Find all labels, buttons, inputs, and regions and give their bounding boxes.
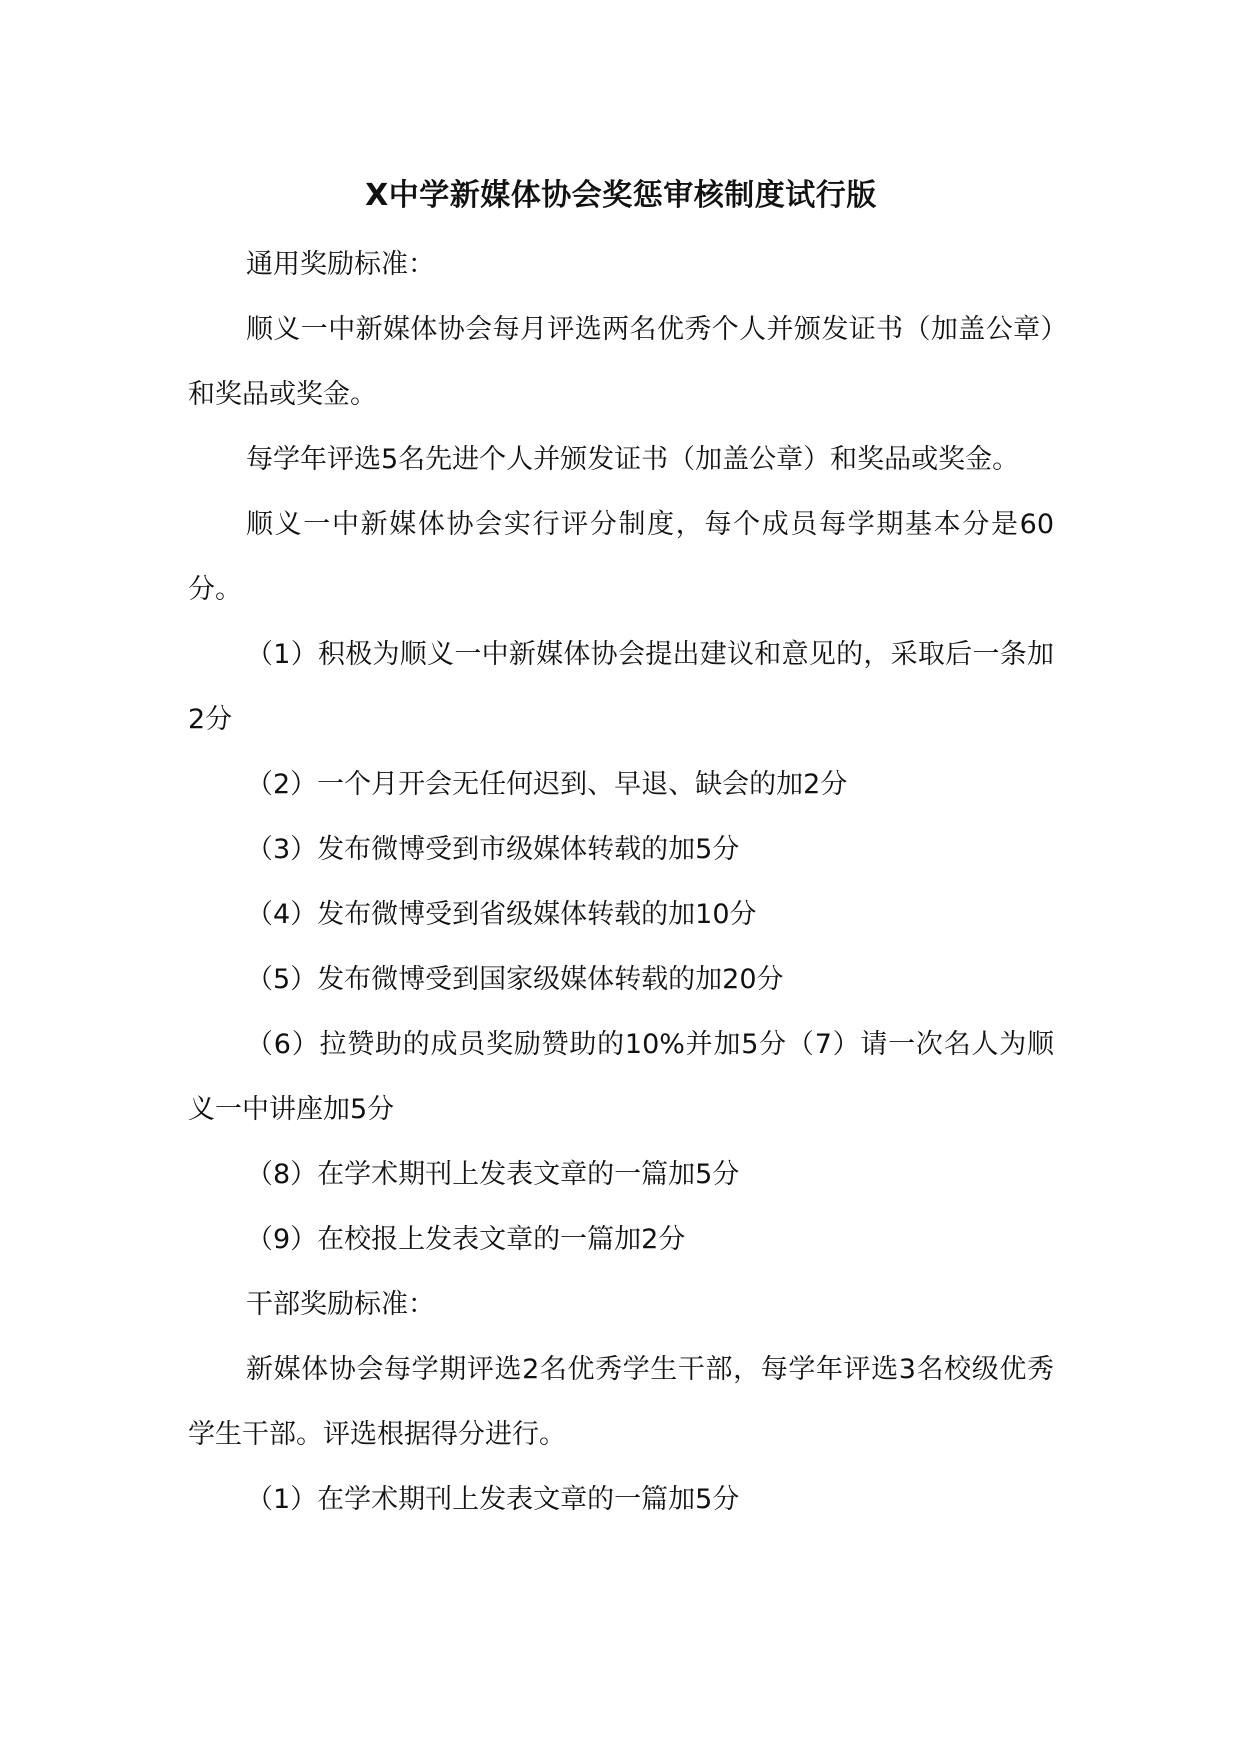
rule-item-8: （8）在学术期刊上发表文章的一篇加5分 — [246, 1159, 740, 1190]
cadre-rule-item-1: （1）在学术期刊上发表文章的一篇加5分 — [246, 1484, 740, 1515]
section-heading-general-rewards: 通用奖励标准： — [246, 249, 435, 280]
rule-item-4: （4）发布微博受到省级媒体转载的加10分 — [246, 899, 757, 930]
section-heading-cadre-rewards: 干部奖励标准： — [246, 1289, 435, 1320]
rule-item-2: （2）一个月开会无任何迟到、早退、缺会的加2分 — [246, 769, 848, 800]
rule-item-9: （9）在校报上发表文章的一篇加2分 — [246, 1224, 686, 1255]
paragraph-cadre-selection: 新媒体协会每学期评选2名优秀学生干部，每学年评选3名校级优秀学生干部。评选根据得分进行。 — [188, 1354, 1054, 1450]
rule-item-3: （3）发布微博受到市级媒体转载的加5分 — [246, 834, 740, 865]
rule-item-6-7: （6）拉赞助的成员奖励赞助的10%并加5分（7）请一次名人为顺义一中讲座加5分 — [188, 1029, 1054, 1125]
paragraph-monthly-award: 顺义一中新媒体协会每月评选两名优秀个人并颁发证书（加盖公章）和奖品或奖金。 — [188, 314, 1054, 410]
paragraph-scoring-system: 顺义一中新媒体协会实行评分制度，每个成员每学期基本分是60分。 — [188, 509, 1054, 605]
paragraph-yearly-award: 每学年评选5名先进个人并颁发证书（加盖公章）和奖品或奖金。 — [246, 444, 1020, 475]
document-title: X中学新媒体协会奖惩审核制度试行版 — [365, 178, 877, 213]
rule-item-1: （1）积极为顺义一中新媒体协会提出建议和意见的，采取后一条加2分 — [188, 639, 1054, 735]
rule-item-5: （5）发布微博受到国家级媒体转载的加20分 — [246, 964, 784, 995]
document-page — [188, 172, 1054, 1532]
